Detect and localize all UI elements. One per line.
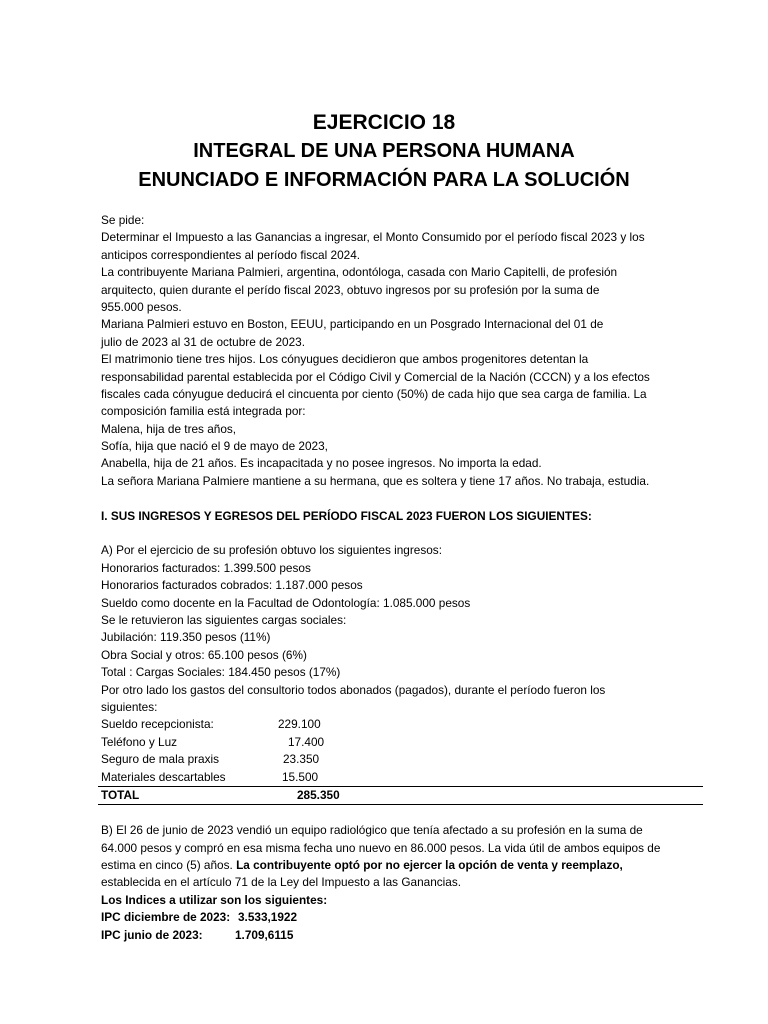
intro-line: La contribuyente Mariana Palmieri, argentina, odontóloga, casada con Mario Capitelli, de profesión [101, 265, 618, 280]
intro-paragraph [101, 212, 661, 490]
title-block [0, 108, 768, 195]
expense-row [101, 751, 661, 768]
intro-line: Anabella, hija de 21 años. Es incapacitada y no posee ingresos. No importa la edad. [101, 456, 542, 471]
expense-label: Materiales descartables [101, 769, 226, 784]
index-row [101, 927, 661, 944]
index-value: 3.533,1922 [238, 910, 298, 925]
total-amount: 285.350 [297, 787, 340, 802]
indices-heading: Los Indices a utilizar son los siguientes: [101, 892, 328, 907]
exercise-subtitle: INTEGRAL DE UNA PERSONA HUMANA [193, 140, 575, 162]
intro-line: 955.000 pesos. [101, 299, 182, 314]
section-1-heading: I. SUS INGRESOS Y EGRESOS DEL PERÍODO FISCAL 2023 FUERON LOS SIGUIENTES: [101, 508, 592, 523]
section-b-plain: estima en cinco (5) años. [101, 858, 237, 873]
expense-label: Teléfono y Luz [101, 734, 178, 749]
index-label: IPC diciembre de 2023: [101, 910, 231, 925]
expense-row [101, 769, 661, 786]
section-a-line: Total : Cargas Sociales: 184.450 pesos (17%) [101, 665, 341, 680]
intro-line: El matrimonio tiene tres hijos. Los cónyugues decidieron que ambos progenitores detentan la [101, 352, 589, 367]
index-row [101, 909, 661, 926]
section-b-line: 64.000 pesos y compró en esa misma fecha uno nuevo en 86.000 pesos. La vida útil de ambos equipos de [101, 840, 661, 855]
expense-label: Sueldo recepcionista: [101, 717, 214, 732]
expense-amount: 15.500 [282, 769, 319, 784]
intro-line: Se pide: [101, 213, 145, 227]
intro-line: arquitecto, quien durante el perído fiscal 2023, obtuvo ingresos por su profesión por la suma de [101, 282, 600, 297]
spacer [101, 525, 661, 542]
section-b-bold: La contribuyente optó por no ejercer la opción de venta y reemplazo, [236, 858, 623, 873]
expense-amount: 23.350 [283, 752, 320, 767]
intro-line: responsabilidad parental establecida por el Código Civil y Comercial de la Nación (CCCN) y a los efectos [101, 369, 650, 384]
expense-row [101, 734, 661, 751]
exercise-heading: ENUNCIADO E INFORMACIÓN PARA LA SOLUCIÓN [138, 169, 630, 191]
expenses-table [101, 716, 661, 805]
intro-line: La señora Mariana Palmiere mantiene a su hermana, que es soltera y tiene 17 años. No trabaja, estudia. [101, 473, 650, 488]
intro-line: Mariana Palmieri estuvo en Boston, EEUU, participando en un Posgrado Internacional del 01 de [101, 317, 604, 332]
intro-line: Determinar el Impuesto a las Ganancias a ingresar, el Monto Consumido por el período fiscal 2023 y los [101, 230, 645, 245]
exercise-title: EJERCICIO 18 [312, 111, 456, 134]
intro-line: Sofía, hija que nació el 9 de mayo de 2023, [101, 439, 328, 454]
document-body [101, 212, 661, 944]
section-a-line: A) Por el ejercicio de su profesión obtuvo los siguientes ingresos: [101, 543, 442, 558]
intro-line: fiscales cada cónyugue deducirá el cincuenta por ciento (50%) de cada hijo que sea carga de familia. La [101, 386, 647, 401]
expense-amount: 229.100 [278, 717, 321, 732]
intro-line: Malena, hija de tres años, [101, 421, 237, 436]
section-b-line: B) El 26 de junio de 2023 vendió un equipo radiológico que tenía afectado a su profesión en la suma de [101, 823, 643, 838]
expense-amount: 17.400 [288, 734, 325, 749]
section-a-line: Honorarios facturados: 1.399.500 pesos [101, 560, 311, 575]
expense-label: Seguro de mala praxis [101, 752, 220, 767]
expenses-total-row [98, 786, 703, 805]
section-a-line: Se le retuvieron las siguientes cargas sociales: [101, 612, 347, 627]
section-b-line [101, 857, 661, 874]
spacer [101, 805, 661, 822]
index-label: IPC junio de 2023: [101, 927, 203, 942]
total-label: TOTAL [101, 787, 140, 802]
expense-row [101, 716, 661, 733]
section-b-line: establecida en el artículo 71 de la Ley del Impuesto a las Ganancias. [101, 875, 462, 890]
intro-line: julio de 2023 al 31 de octubre de 2023. [101, 334, 305, 349]
section-a-line: siguientes: [101, 699, 158, 714]
section-a-line: Obra Social y otros: 65.100 pesos (6%) [101, 647, 307, 662]
section-a-line: Jubilación: 119.350 pesos (11%) [101, 630, 271, 645]
section-a [101, 542, 661, 716]
section-a-line: Honorarios facturados cobrados: 1.187.000 pesos [101, 578, 363, 593]
section-a-line: Por otro lado los gastos del consultorio todos abonados (pagados), durante el período fueron los [101, 682, 606, 697]
spacer [101, 490, 661, 507]
index-value: 1.709,6115 [235, 927, 294, 942]
intro-line: anticipos correspondientes al período fiscal 2024. [101, 247, 361, 262]
section-b [101, 822, 661, 944]
intro-line: composición familia está integrada por: [101, 404, 306, 419]
section-a-line: Sueldo como docente en la Facultad de Odontología: 1.085.000 pesos [101, 595, 471, 610]
